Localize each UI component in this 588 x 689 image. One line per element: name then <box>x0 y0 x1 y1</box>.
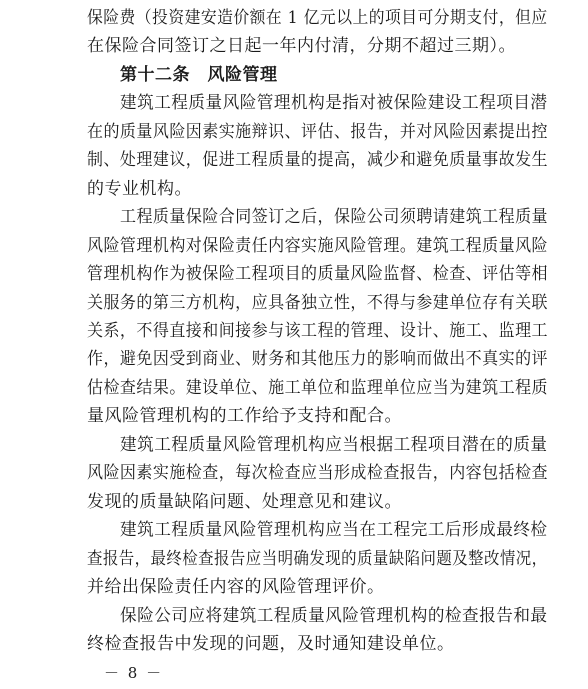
text-line: 估检查结果。建设单位、施工单位和监理单位应当为建筑工程质 <box>87 378 548 398</box>
text-line: 关服务的第三方机构，应具备独立性，不得与参建单位存有关联 <box>87 293 548 313</box>
text-line: 终检查报告中发现的问题，及时通知建设单位。 <box>87 634 455 654</box>
text-line: 在的质量风险因素实施辩识、评估、报告，并对风险因素提出控 <box>87 122 548 142</box>
text-line: 管理机构作为被保险工程项目的质量风险监督、检查、评估等相 <box>87 264 548 284</box>
text-line: 的专业机构。 <box>87 179 192 199</box>
text-line: 保险费（投资建安造价额在 1 亿元以上的项目可分期支付，但应 <box>87 8 548 28</box>
text-line: 建筑工程质量风险管理机构是指对被保险建设工程项目潜 <box>120 93 548 113</box>
text-line: 量风险管理机构的工作给予支持和配合。 <box>87 406 402 426</box>
text-line: 建筑工程质量风险管理机构应当在工程完工后形成最终检 <box>120 520 548 540</box>
text-line: 风险因素实施检查，每次检查应当形成检查报告，内容包括检查 <box>87 463 548 483</box>
text-line: 建筑工程质量风险管理机构应当根据工程项目潜在的质量 <box>120 435 548 455</box>
text-line: 并给出保险责任内容的风险管理评价。 <box>87 577 385 597</box>
text-line: 作，避免因受到商业、财务和其他压力的影响而做出不真实的评 <box>87 349 548 369</box>
text-line: 关系，不得直接和间接参与该工程的管理、设计、施工、监理工 <box>87 321 548 341</box>
page-number: － 8 － <box>104 664 164 682</box>
text-line: 风险管理机构对保险责任内容实施风险管理。建筑工程质量风险 <box>87 236 548 256</box>
article-heading: 第十二条 风险管理 <box>120 65 278 85</box>
text-line: 保险公司应将建筑工程质量风险管理机构的检查报告和最 <box>120 606 548 626</box>
text-line: 查报告，最终检查报告应当明确发现的质量缺陷问题及整改情况， <box>87 549 548 569</box>
text-line: 制、处理建议，促进工程质量的提高，减少和避免质量事故发生 <box>87 150 548 170</box>
text-line: 发现的质量缺陷问题、处理意见和建议。 <box>87 492 402 512</box>
text-line: 工程质量保险合同签订之后，保险公司须聘请建筑工程质量 <box>120 207 549 227</box>
text-line: 在保险合同签订之日起一年内付清，分期不超过三期）。 <box>87 36 516 56</box>
